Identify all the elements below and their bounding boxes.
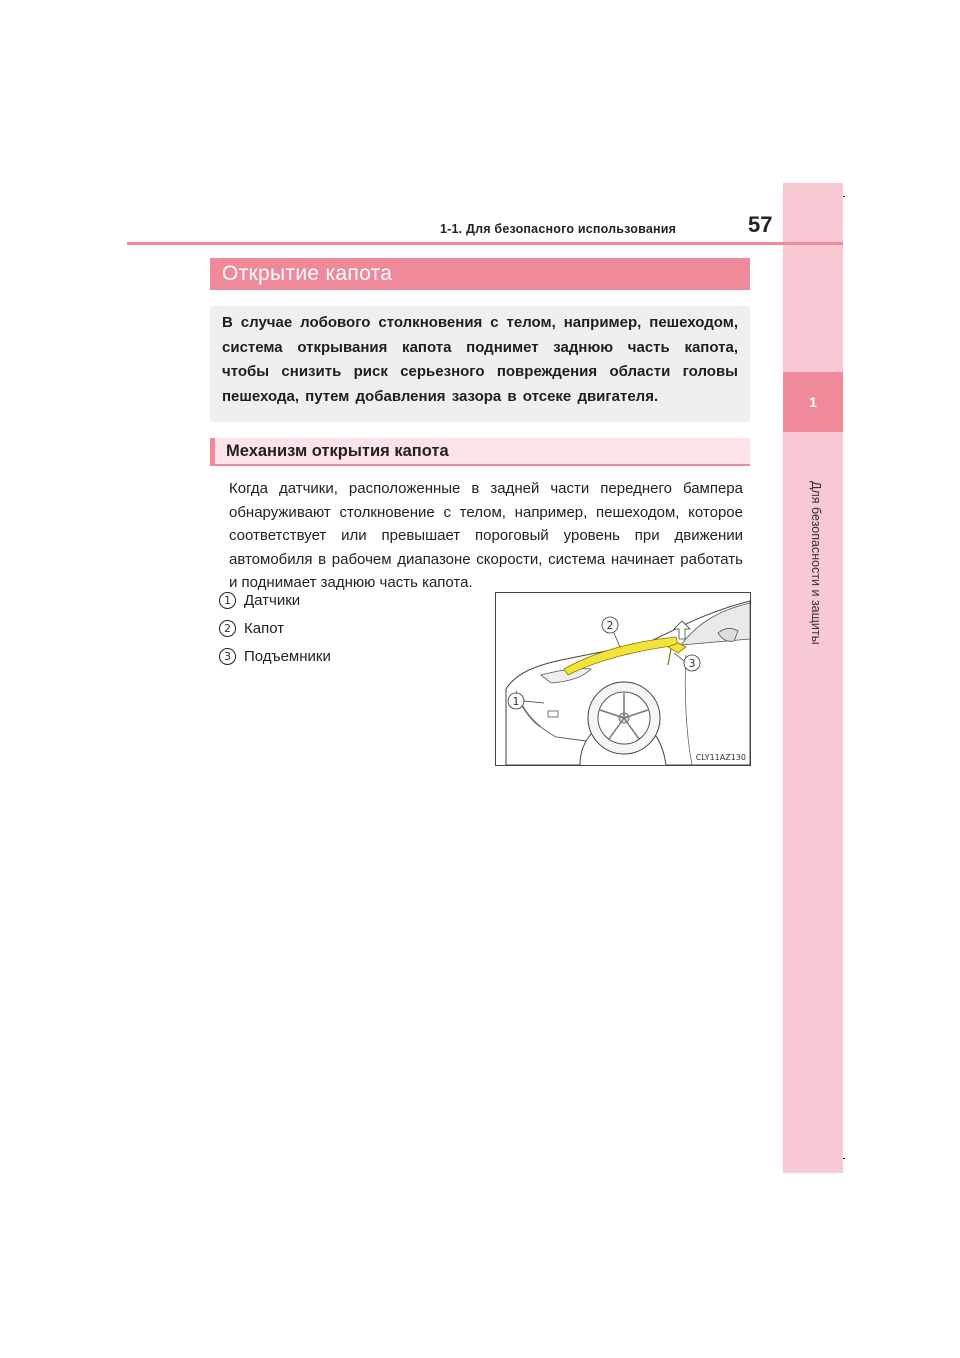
legend-number: 2 [219, 620, 236, 637]
legend-label: Капот [244, 619, 285, 637]
section-title: Открытие капота [210, 258, 750, 290]
intro-box: В случае лобового столкновения с телом, например, пешеходом, система открывания капота поднимет заднюю часть капота, чтобы снизить риск серьезного повреждения области головы пешехода, путем добавления зазора в отсеке двигателя. [210, 306, 750, 422]
fog-light [548, 711, 558, 717]
callout-2-label: 2 [606, 619, 614, 632]
figure-code: CLY11AZ130 [695, 753, 746, 762]
legend-item [219, 586, 469, 614]
chapter-number-tab: 1 [783, 372, 843, 432]
legend-item [219, 614, 469, 642]
legend-number: 1 [219, 592, 236, 609]
legend-label: Датчики [244, 591, 301, 609]
legend-item [219, 642, 469, 670]
callout-2-leader [614, 633, 620, 647]
chapter-title-vertical: Для безопасности и защиты [809, 481, 823, 645]
chapter-side-strip [783, 183, 843, 1173]
subsection-title: Механизм открытия капота [210, 438, 750, 466]
legend-number: 3 [219, 648, 236, 665]
legend-list [219, 586, 469, 670]
running-header: 1-1. Для безопасного использования [440, 222, 677, 236]
callout-3-label: 3 [688, 657, 696, 670]
body-paragraph: Когда датчики, расположенные в задней части переднего бампера обнаруживают столкновение с телом, например, пешеходом, которое соответствует или превышает пороговый уровень при движении автомобиля в рабочем диапазоне скорости, система начинает работать и поднимает заднюю часть капота. [229, 480, 743, 592]
callout-1-label: 1 [512, 695, 520, 708]
legend-label: Подъемники [244, 647, 331, 665]
car-illustration-svg [496, 593, 750, 765]
header-rule [127, 242, 843, 245]
car-hood-illustration [495, 592, 751, 766]
page-number: 57 [748, 212, 773, 237]
